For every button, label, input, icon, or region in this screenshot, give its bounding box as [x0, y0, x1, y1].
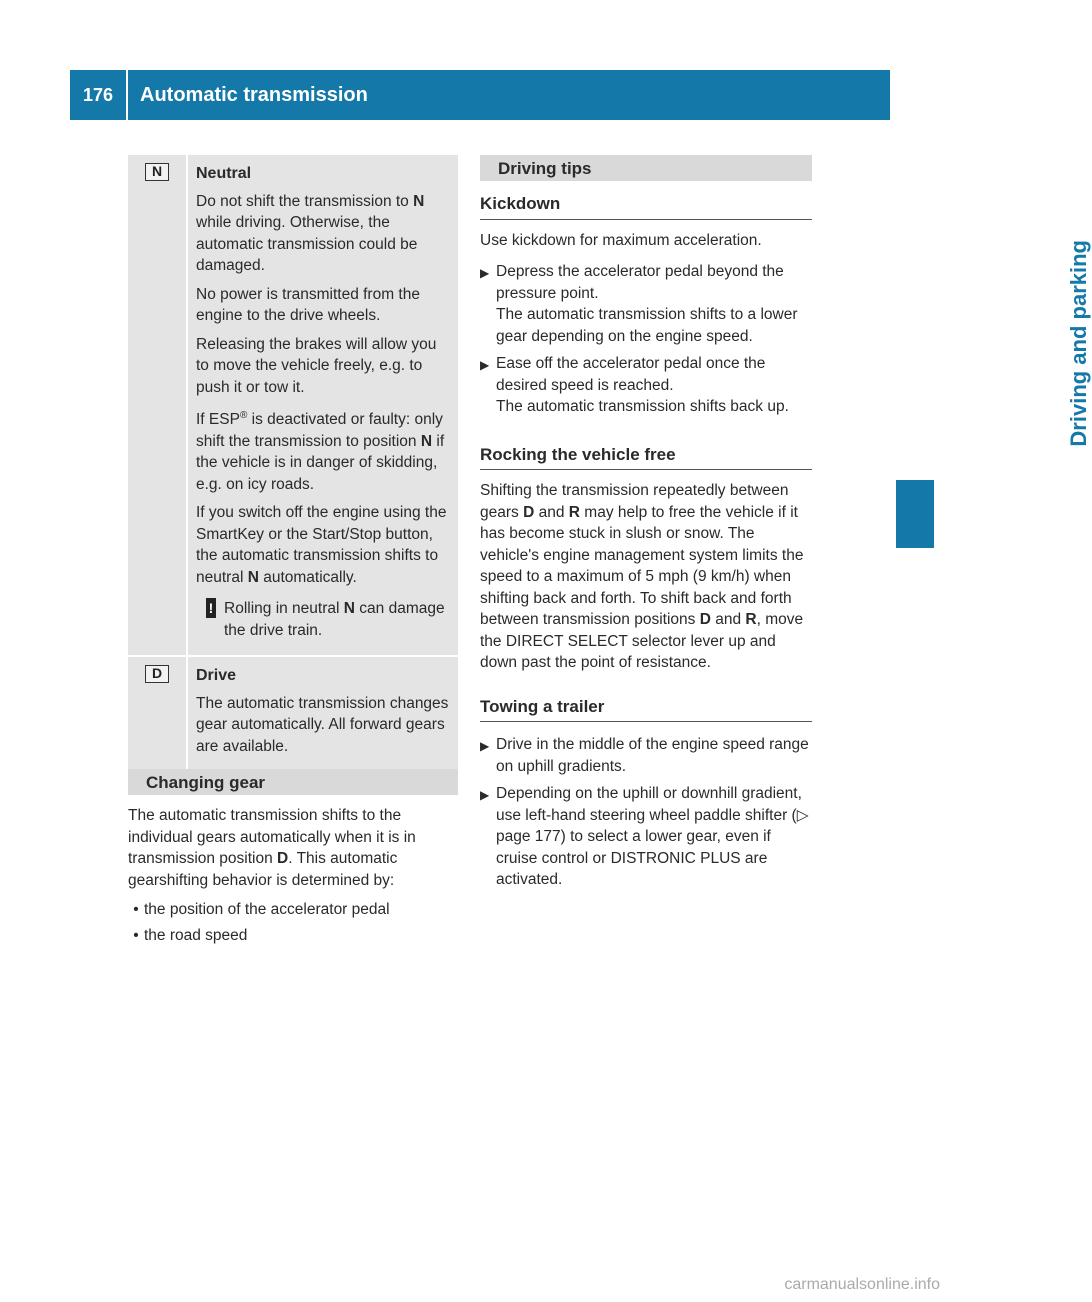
instruction-step: ▶ Depending on the uphill or downhill gradient, use left-hand steering wheel paddle shifter (▷ page 177) to select a lower gear, even if cruise control or DISTRONIC PLUS are activated. [480, 783, 812, 891]
step-arrow-icon: ▶ [480, 788, 490, 802]
subheading-rocking: Rocking the vehicle free [480, 432, 812, 471]
instruction-step: ▶ Depress the accelerator pedal beyond the pressure point. The automatic transmission shifts to a lower gear depending on the engine speed. [480, 261, 812, 347]
subheading-towing: Towing a trailer [480, 684, 812, 723]
driving-tips-section: Driving tips Kickdown Use kickdown for maximum acceleration. ▶ Depress the accelerator pedal beyond the pressure point. The automatic transmission shifts to a lower gear depending on the engine speed. ▶ Ease off the accelerator pedal once the desired speed is reached. The automatic transmission shifts back up. Rocking the vehicle free Shifting the transmission repeatedly between gears D and R may help to free the vehicle if it has become stuck in slush or snow. The vehicle's engine management system limits the speed to a maximum of 5 mph (9 km/h) when shifting back and forth. To shift back and forth between transmission positions D and R, move the DIRECT SELECT selector lever up and down past the point of resistance. Towing a trailer ▶ Drive in the middle of the engine speed range on uphill gradients. ▶ Depending on the uphill or downhill gradient, use left-hand steering wheel paddle shifter (▷ page 177) to select a lower gear, even if cruise control or DISTRONIC PLUS are activated. [480, 155, 812, 891]
page-number: 176 [70, 70, 126, 120]
list-item: • the position of the accelerator pedal [128, 899, 458, 921]
gear-table [128, 155, 458, 778]
gear-row-drive: D Drive The automatic transmission changes gear automatically. All forward gears are available. [128, 657, 458, 778]
bullet-icon: • [133, 901, 139, 918]
side-tab-marker [896, 480, 934, 548]
gear-title: Neutral [196, 165, 252, 182]
warning-icon: ! [206, 598, 216, 618]
step-arrow-icon: ▶ [480, 739, 490, 753]
section-heading: Driving tips [480, 155, 812, 181]
instruction-step: ▶ Drive in the middle of the engine speed range on uphill gradients. [480, 734, 812, 777]
watermark: carmanualsonline.info [784, 1276, 940, 1293]
list-item: • the road speed [128, 925, 458, 947]
gear-title: Drive [196, 667, 237, 685]
changing-gear-section: Changing gear The automatic transmission shifts to the individual gears automatically when it is in transmission position D. This automatic gearshifting behavior is determined by: • the position of the accelerator pedal • the road speed [128, 769, 458, 950]
page-title: Automatic transmission [128, 70, 890, 120]
page-ref-icon: ▷ [796, 806, 809, 824]
instruction-step: ▶ Ease off the accelerator pedal once the desired speed is reached. The automatic transmission shifts back up. [480, 353, 812, 418]
warning-note: ! Rolling in neutral N can damage the drive train. [196, 598, 452, 641]
bullet-icon: • [133, 926, 139, 944]
step-arrow-icon: ▶ [480, 266, 490, 280]
side-tab-label: Driving and parking [1066, 240, 1091, 447]
section-heading: Changing gear [128, 769, 458, 795]
gear-row-neutral: N Neutral Do not shift the transmission to N while driving. Otherwise, the automatic transmission could be damaged. No power is transmitted from the engine to the drive wheels. Releasing the brakes will allow you to move the vehicle freely, e.g. to push it or tow it. If ESP® is deactivated or faulty: only shift the transmission to position N if the vehicle is in danger of skidding, e.g. on icy roads. If you switch off the engine using the SmartKey or the Start/Stop button, the automatic transmission shifts to neutral N automatically. ! Rolling in neutral N can damage the drive train. [128, 155, 458, 655]
gear-n-icon: N [145, 163, 169, 181]
gear-d-icon: D [145, 665, 169, 683]
subheading-kickdown: Kickdown [480, 181, 812, 220]
step-arrow-icon: ▶ [480, 358, 490, 372]
